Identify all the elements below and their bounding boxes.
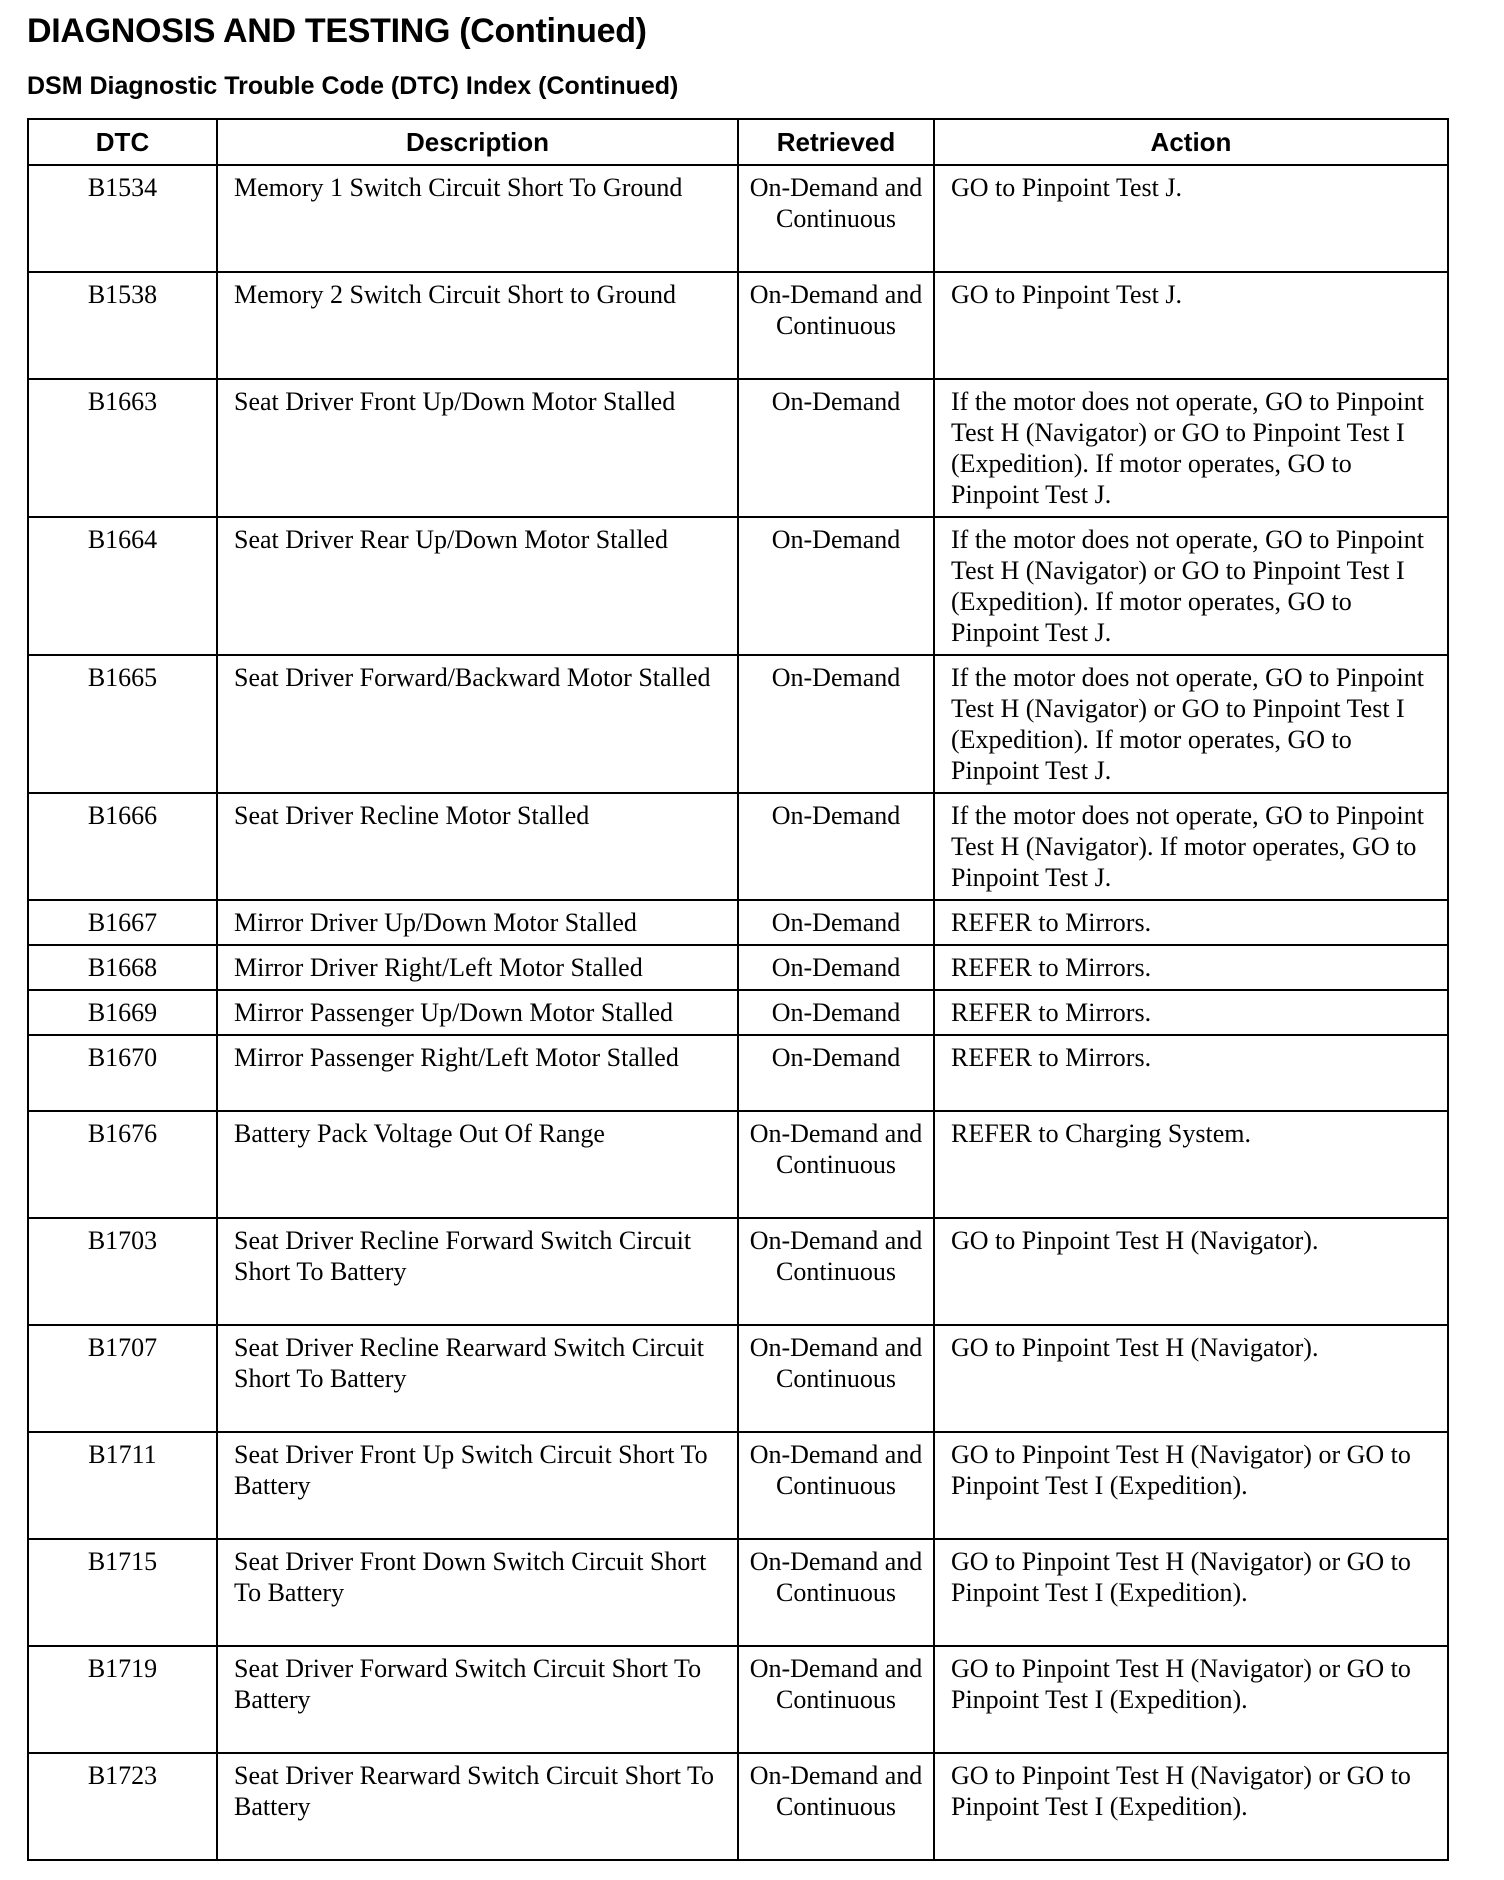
table-row [28,945,1448,990]
table-row [28,1539,1448,1646]
column-header-description: Description [217,119,738,165]
dtc-description: Battery Pack Voltage Out Of Range [217,1111,738,1218]
dtc-description: Mirror Passenger Up/Down Motor Stalled [217,990,738,1035]
dtc-code: B1723 [28,1753,217,1860]
table-row [28,1111,1448,1218]
dtc-description: Seat Driver Front Up Switch Circuit Short To Battery [217,1432,738,1539]
dtc-description: Mirror Passenger Right/Left Motor Stalled [217,1035,738,1111]
dtc-action: GO to Pinpoint Test J. [934,272,1448,379]
dtc-action: If the motor does not operate, GO to Pinpoint Test H (Navigator). If motor operates, GO to Pinpoint Test J. [934,793,1448,900]
dtc-code: B1703 [28,1218,217,1325]
dtc-code: B1665 [28,655,217,793]
dtc-description: Seat Driver Rear Up/Down Motor Stalled [217,517,738,655]
dtc-action: GO to Pinpoint Test H (Navigator) or GO to Pinpoint Test I (Expedition). [934,1646,1448,1753]
table-row [28,1035,1448,1111]
table-row [28,1646,1448,1753]
dtc-action: GO to Pinpoint Test H (Navigator) or GO to Pinpoint Test I (Expedition). [934,1753,1448,1860]
dtc-description: Seat Driver Forward Switch Circuit Short To Battery [217,1646,738,1753]
page-title: DIAGNOSIS AND TESTING (Continued) [27,12,647,50]
dtc-description: Mirror Driver Up/Down Motor Stalled [217,900,738,945]
dtc-code: B1667 [28,900,217,945]
dtc-code: B1670 [28,1035,217,1111]
dtc-description: Memory 2 Switch Circuit Short to Ground [217,272,738,379]
table-row [28,1753,1448,1860]
dtc-action: GO to Pinpoint Test H (Navigator) or GO to Pinpoint Test I (Expedition). [934,1539,1448,1646]
dtc-code: B1711 [28,1432,217,1539]
dtc-action: GO to Pinpoint Test J. [934,165,1448,272]
dtc-retrieved: On-Demand and Continuous [738,272,934,379]
dtc-retrieved: On-Demand [738,945,934,990]
column-header-dtc: DTC [28,119,217,165]
table-row [28,1218,1448,1325]
dtc-retrieved: On-Demand and Continuous [738,1111,934,1218]
dtc-description: Seat Driver Rearward Switch Circuit Short To Battery [217,1753,738,1860]
table-row [28,1325,1448,1432]
dtc-code: B1668 [28,945,217,990]
dtc-retrieved: On-Demand [738,517,934,655]
dtc-retrieved: On-Demand [738,990,934,1035]
dtc-code: B1676 [28,1111,217,1218]
dtc-retrieved: On-Demand and Continuous [738,1753,934,1860]
dtc-retrieved: On-Demand [738,655,934,793]
dtc-code: B1666 [28,793,217,900]
dtc-code: B1719 [28,1646,217,1753]
dtc-action: REFER to Mirrors. [934,945,1448,990]
dtc-action: REFER to Mirrors. [934,900,1448,945]
section-title: DSM Diagnostic Trouble Code (DTC) Index (Continued) [27,72,679,100]
dtc-action: If the motor does not operate, GO to Pinpoint Test H (Navigator) or GO to Pinpoint Test I (Expedition). If motor operates, GO to Pinpoint Test J. [934,655,1448,793]
dtc-description: Seat Driver Recline Motor Stalled [217,793,738,900]
dtc-action: REFER to Mirrors. [934,1035,1448,1111]
dtc-description: Seat Driver Forward/Backward Motor Stalled [217,655,738,793]
dtc-action: GO to Pinpoint Test H (Navigator). [934,1218,1448,1325]
dtc-action: If the motor does not operate, GO to Pinpoint Test H (Navigator) or GO to Pinpoint Test I (Expedition). If motor operates, GO to Pinpoint Test J. [934,517,1448,655]
table-row [28,379,1448,517]
dtc-description: Mirror Driver Right/Left Motor Stalled [217,945,738,990]
dtc-code: B1669 [28,990,217,1035]
dtc-action: GO to Pinpoint Test H (Navigator) or GO to Pinpoint Test I (Expedition). [934,1432,1448,1539]
dtc-retrieved: On-Demand [738,900,934,945]
dtc-code: B1534 [28,165,217,272]
dtc-description: Seat Driver Front Up/Down Motor Stalled [217,379,738,517]
table-row [28,655,1448,793]
table-row [28,517,1448,655]
dtc-description: Seat Driver Recline Forward Switch Circuit Short To Battery [217,1218,738,1325]
dtc-action: REFER to Mirrors. [934,990,1448,1035]
table-header-row [28,119,1448,165]
table-row [28,165,1448,272]
dtc-code: B1715 [28,1539,217,1646]
dtc-index-table [27,118,1449,1861]
dtc-description: Seat Driver Front Down Switch Circuit Short To Battery [217,1539,738,1646]
dtc-description: Seat Driver Recline Rearward Switch Circuit Short To Battery [217,1325,738,1432]
table-row [28,793,1448,900]
dtc-code: B1664 [28,517,217,655]
dtc-retrieved: On-Demand and Continuous [738,1646,934,1753]
dtc-description: Memory 1 Switch Circuit Short To Ground [217,165,738,272]
table-row [28,990,1448,1035]
dtc-retrieved: On-Demand [738,793,934,900]
table-row [28,1432,1448,1539]
dtc-retrieved: On-Demand and Continuous [738,1539,934,1646]
dtc-retrieved: On-Demand and Continuous [738,165,934,272]
dtc-code: B1538 [28,272,217,379]
dtc-code: B1707 [28,1325,217,1432]
dtc-retrieved: On-Demand and Continuous [738,1218,934,1325]
table-row [28,272,1448,379]
dtc-action: REFER to Charging System. [934,1111,1448,1218]
dtc-retrieved: On-Demand [738,379,934,517]
dtc-action: GO to Pinpoint Test H (Navigator). [934,1325,1448,1432]
dtc-retrieved: On-Demand and Continuous [738,1432,934,1539]
dtc-action: If the motor does not operate, GO to Pinpoint Test H (Navigator) or GO to Pinpoint Test I (Expedition). If motor operates, GO to Pinpoint Test J. [934,379,1448,517]
column-header-action: Action [934,119,1448,165]
column-header-retrieved: Retrieved [738,119,934,165]
table-row [28,900,1448,945]
dtc-retrieved: On-Demand [738,1035,934,1111]
dtc-code: B1663 [28,379,217,517]
dtc-retrieved: On-Demand and Continuous [738,1325,934,1432]
